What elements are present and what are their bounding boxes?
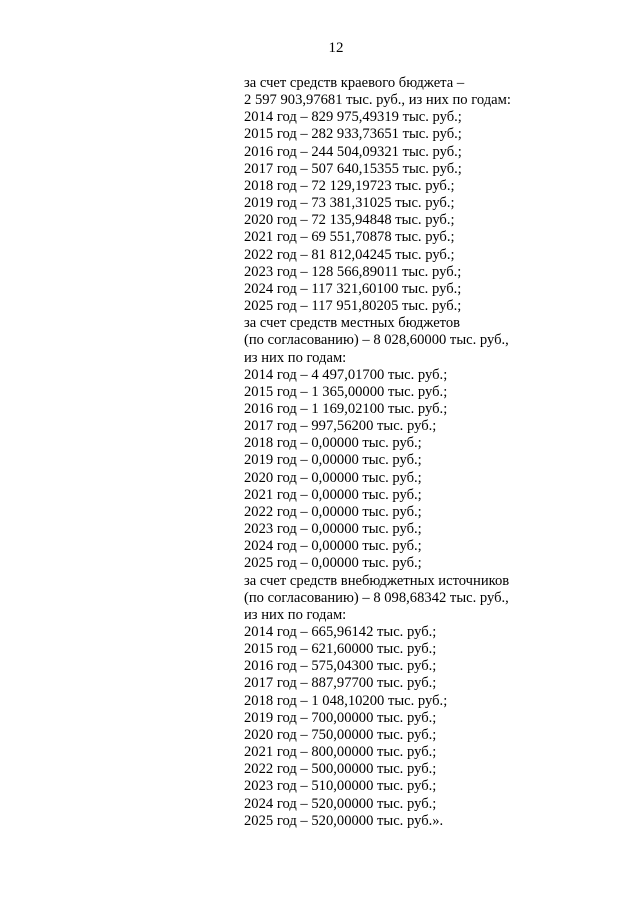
text-line: 2025 год – 117 951,80205 тыс. руб.; xyxy=(244,298,462,315)
text-line: 2017 год – 997,56200 тыс. руб.; xyxy=(244,418,437,435)
text-line: 2021 год – 0,00000 тыс. руб.; xyxy=(244,486,422,503)
text-line: 2024 год – 520,00000 тыс. руб.; xyxy=(244,795,437,812)
text-line: за счет средств краевого бюджета – xyxy=(244,75,465,91)
text-line: 2024 год – 0,00000 тыс. руб.; xyxy=(244,538,422,555)
text-line: 2018 год – 0,00000 тыс. руб.; xyxy=(244,435,422,452)
text-line: 2016 год – 244 504,09321 тыс. руб.; xyxy=(244,143,462,160)
text-line: 2018 год – 1 048,10200 тыс. руб.; xyxy=(244,692,448,709)
text-line: (по согласованию) – 8 028,60000 тыс. руб., xyxy=(244,332,509,349)
text-line: за счет средств местных бюджетов xyxy=(244,315,461,332)
page-number: 12 xyxy=(328,40,344,56)
text-line: 2017 год – 887,97700 тыс. руб.; xyxy=(244,675,437,692)
text-line: 2014 год – 665,96142 тыс. руб.; xyxy=(244,624,437,640)
text-line: 2015 год – 1 365,00000 тыс. руб.; xyxy=(244,383,448,400)
text-line: 2021 год – 800,00000 тыс. руб.; xyxy=(244,744,437,761)
text-line: за счет средств внебюджетных источников xyxy=(244,572,510,589)
text-line: из них по годам: xyxy=(244,606,347,623)
text-line: 2016 год – 575,04300 тыс. руб.; xyxy=(244,658,437,675)
text-line: 2 597 903,97681 тыс. руб., из них по годам: xyxy=(244,92,511,109)
text-line: 2022 год – 500,00000 тыс. руб.; xyxy=(244,761,437,778)
text-line: 2017 год – 507 640,15355 тыс. руб.; xyxy=(244,160,462,177)
text-line: 2014 год – 829 975,49319 тыс. руб.; xyxy=(244,109,462,126)
text-line: (по согласованию) – 8 098,68342 тыс. руб., xyxy=(244,589,509,606)
text-line: 2023 год – 128 566,89011 тыс. руб.; xyxy=(244,263,462,280)
text-line: 2019 год – 73 381,31025 тыс. руб.; xyxy=(244,195,455,212)
text-line: 2015 год – 621,60000 тыс. руб.; xyxy=(244,641,437,658)
text-line: 2019 год – 0,00000 тыс. руб.; xyxy=(244,452,422,469)
text-line: 2019 год – 700,00000 тыс. руб.; xyxy=(244,709,437,726)
text-line: 2020 год – 750,00000 тыс. руб.; xyxy=(244,726,437,743)
text-line: 2023 год – 0,00000 тыс. руб.; xyxy=(244,521,422,538)
text-line: 2016 год – 1 169,02100 тыс. руб.; xyxy=(244,400,448,417)
text-line: 2022 год – 81 812,04245 тыс. руб.; xyxy=(244,246,455,263)
text-line: 2020 год – 0,00000 тыс. руб.; xyxy=(244,469,422,486)
text-line: 2025 год – 520,00000 тыс. руб.». xyxy=(244,812,444,829)
text-line: из них по годам: xyxy=(244,349,347,366)
text-line: 2023 год – 510,00000 тыс. руб.; xyxy=(244,778,437,795)
text-line: 2022 год – 0,00000 тыс. руб.; xyxy=(244,503,422,520)
text-line: 2020 год – 72 135,94848 тыс. руб.; xyxy=(244,212,455,229)
text-line: 2021 год – 69 551,70878 тыс. руб.; xyxy=(244,229,455,246)
text-line: 2015 год – 282 933,73651 тыс. руб.; xyxy=(244,126,462,143)
text-line: 2025 год – 0,00000 тыс. руб.; xyxy=(244,555,422,572)
document-body xyxy=(244,75,544,830)
text-line: 2014 год – 4 497,01700 тыс. руб.; xyxy=(244,366,448,383)
text-line: 2018 год – 72 129,19723 тыс. руб.; xyxy=(244,177,455,194)
text-line: 2024 год – 117 321,60100 тыс. руб.; xyxy=(244,280,462,297)
